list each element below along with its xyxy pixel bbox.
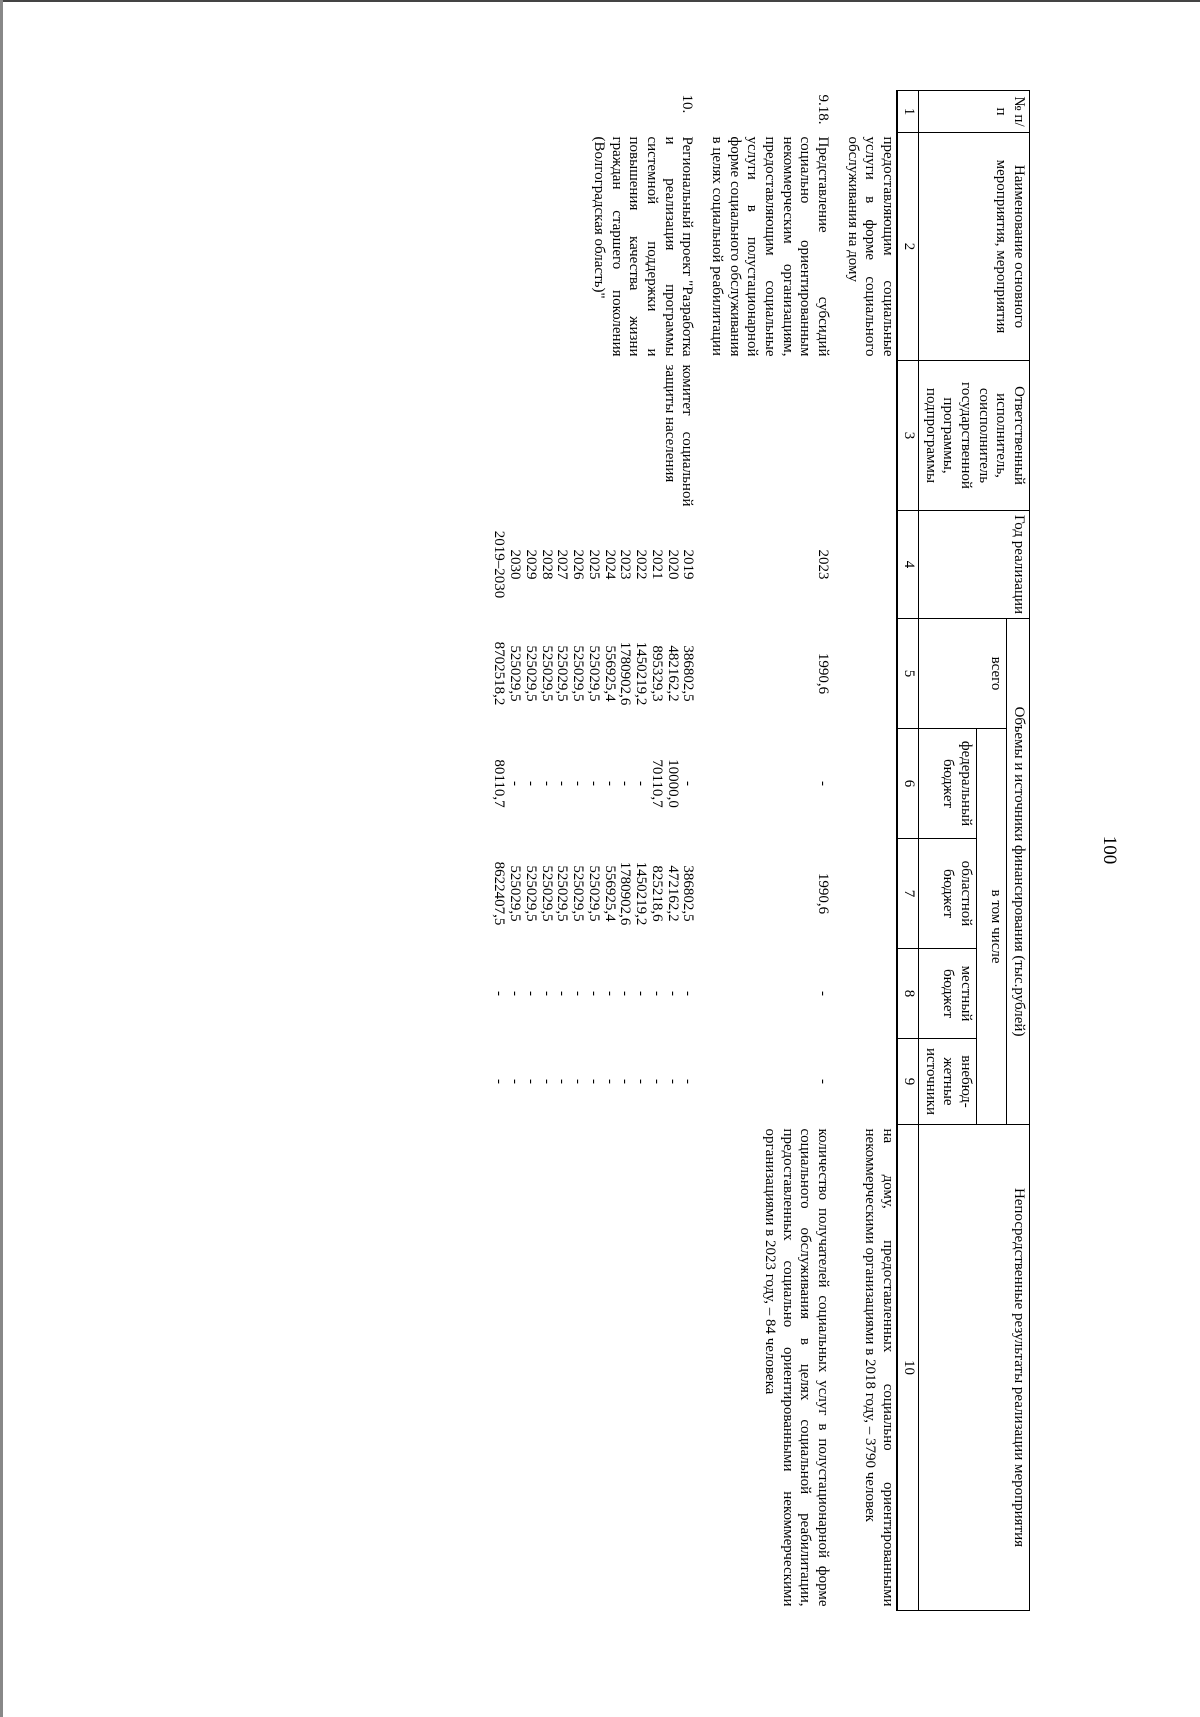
stacked-value: - <box>554 991 571 996</box>
stacked-value: - <box>664 991 681 996</box>
row-regional: 1990,6 <box>815 872 832 915</box>
scan-edge-top <box>0 0 1200 2</box>
page-number: 100 <box>1099 835 1120 865</box>
column-number: 3 <box>897 361 918 511</box>
stacked-value: - <box>522 781 539 786</box>
stacked-value: - <box>680 991 697 996</box>
stacked-value: 10000,0 <box>664 759 681 808</box>
column-number: 10 <box>897 1125 918 1611</box>
stacked-value: 482162,2 <box>664 645 681 702</box>
row-regional <box>491 839 696 949</box>
stacked-value: 2029 <box>522 549 539 580</box>
row-federal <box>491 729 696 839</box>
stacked-value: - <box>585 1079 602 1084</box>
row-extra <box>843 1039 897 1125</box>
stacked-value: 2020 <box>664 549 681 580</box>
row-total <box>491 619 696 729</box>
stacked-value: 2022 <box>633 549 650 580</box>
stacked-value: 525029,5 <box>522 645 539 702</box>
stacked-value: - <box>601 781 618 786</box>
header-extra: внебюд-жетные источники <box>918 1039 976 1125</box>
row-local <box>491 949 696 1039</box>
stacked-value: 2026 <box>570 549 587 580</box>
stacked-value: - <box>601 991 618 996</box>
stacked-value: 2024 <box>601 549 618 580</box>
header-year: Год реализации <box>918 511 1029 619</box>
row-local: - <box>815 991 832 996</box>
stacked-value: 1780902,6 <box>617 861 634 926</box>
row-total: 1990,6 <box>815 652 832 695</box>
stacked-value: - <box>648 1079 665 1084</box>
funding-table <box>491 90 1030 1611</box>
row-no: 9.18. <box>815 94 832 125</box>
header-total: всего <box>918 619 1006 729</box>
stacked-value: - <box>538 1079 555 1084</box>
stacked-value: 8622407,5 <box>491 861 508 926</box>
row-total <box>843 619 897 729</box>
stacked-value: - <box>633 781 650 786</box>
header-results: Непосредственные результаты реализации мероприятия <box>918 1125 1029 1611</box>
stacked-value: 2021 <box>648 549 665 580</box>
stacked-value: - <box>617 1079 634 1084</box>
row-extra: - <box>815 1079 832 1084</box>
row-federal <box>843 729 897 839</box>
stacked-value: - <box>507 991 524 996</box>
row-year <box>843 511 897 619</box>
header-regional: областной бюджет <box>918 839 976 949</box>
stacked-value: 556925,4 <box>601 645 618 702</box>
stacked-value: 525029,5 <box>570 865 587 922</box>
stacked-value: - <box>585 781 602 786</box>
stacked-value: 70110,7 <box>648 759 665 808</box>
stacked-value: 525029,5 <box>585 865 602 922</box>
stacked-value: 825218,6 <box>648 865 665 922</box>
stacked-value: 525029,5 <box>554 865 571 922</box>
stacked-value: 2019–2030 <box>491 530 508 599</box>
rotated-page <box>90 90 1120 1610</box>
stacked-value: 525029,5 <box>538 865 555 922</box>
stacked-value: - <box>648 991 665 996</box>
stacked-value: 1450219,2 <box>633 861 650 926</box>
stacked-value: 895329,3 <box>648 645 665 702</box>
stacked-value: 556925,4 <box>601 865 618 922</box>
header-responsible: Ответственный исполнитель, соисполнитель государственной программы, подпрограммы <box>918 361 1029 511</box>
row-local <box>843 949 897 1039</box>
header-including: в том числе <box>976 729 1006 1125</box>
stacked-value: - <box>507 1079 524 1084</box>
row-result: количество получателей социальных услуг в полустационарной форме социального обслуживания в целях социальной реабилитации, предоставленных социально ориентированными некоммерческими организациями в 2023 году, – 84 человека <box>762 1128 832 1607</box>
row-extra <box>491 1039 696 1125</box>
stacked-value: 525029,5 <box>507 865 524 922</box>
stacked-value: - <box>601 1079 618 1084</box>
stacked-value: 80110,7 <box>491 759 508 808</box>
stacked-value: 8702518,2 <box>491 641 508 706</box>
row-year: 2023 <box>815 549 832 580</box>
row-result: на дому, предоставленных социально ориентированными некоммерческими организациями в 2018 году, – 3790 человек <box>862 1128 897 1607</box>
stacked-value: 2023 <box>617 549 634 580</box>
column-number: 6 <box>897 729 918 839</box>
stacked-value: 2025 <box>585 549 602 580</box>
stacked-value: 2028 <box>538 549 555 580</box>
stacked-value: - <box>491 991 508 996</box>
header-federal: федеральный бюджет <box>918 729 976 839</box>
stacked-value: - <box>617 991 634 996</box>
stacked-value: 1450219,2 <box>633 641 650 706</box>
row-result <box>491 1125 696 1611</box>
row-no: 10. <box>679 94 696 114</box>
stacked-value: - <box>522 991 539 996</box>
stacked-value: - <box>664 1079 681 1084</box>
stacked-value: 525029,5 <box>585 645 602 702</box>
row-responsible <box>707 361 831 511</box>
stacked-value: - <box>491 1079 508 1084</box>
row-years <box>491 511 696 619</box>
header-local: местный бюджет <box>918 949 976 1039</box>
stacked-value: - <box>570 991 587 996</box>
stacked-value: - <box>538 781 555 786</box>
stacked-value: 2030 <box>507 549 524 580</box>
stacked-value: - <box>538 991 555 996</box>
stacked-value: 2019 <box>680 549 697 580</box>
row-responsible: комитет социальной защиты населения <box>661 364 696 507</box>
stacked-value: - <box>617 781 634 786</box>
row-name: предоставляющим социальные услуги в форме социального обслуживания на дому <box>844 136 897 357</box>
stacked-value: 525029,5 <box>554 645 571 702</box>
stacked-value: 2027 <box>554 549 571 580</box>
column-number: 1 <box>897 91 918 133</box>
header-funding: Объемы и источники финансирования (тыс.рублей) <box>1007 619 1030 1125</box>
stacked-value: - <box>570 781 587 786</box>
stacked-value: 525029,5 <box>522 865 539 922</box>
row-responsible <box>843 361 897 511</box>
column-number: 7 <box>897 839 918 949</box>
stacked-value: 525029,5 <box>507 645 524 702</box>
scan-edge-left <box>0 0 3 1717</box>
table-row <box>843 91 897 1611</box>
header-name: Наименование основного мероприятия, мероприятия <box>918 133 1029 361</box>
stacked-value: 525029,5 <box>538 645 555 702</box>
stacked-value: - <box>633 1079 650 1084</box>
column-number: 5 <box>897 619 918 729</box>
row-regional <box>843 839 897 949</box>
table-row <box>491 91 696 1611</box>
stacked-value: 386802,5 <box>680 645 697 702</box>
stacked-value: - <box>554 1079 571 1084</box>
stacked-value: - <box>633 991 650 996</box>
row-name: Представление субсидий социально ориентированным некоммерческим организациям, предоставляющим социальные услуги в полустационарной форме социального обслуживания в целях социальной реабилитации <box>709 136 832 357</box>
row-federal: - <box>815 781 832 786</box>
stacked-value: 525029,5 <box>570 645 587 702</box>
header-no: № п/п <box>918 91 1029 133</box>
stacked-value: - <box>570 1079 587 1084</box>
stacked-value: - <box>680 781 697 786</box>
stacked-value: - <box>554 781 571 786</box>
stacked-value: 472162,2 <box>664 865 681 922</box>
column-number: 2 <box>897 133 918 361</box>
stacked-value: - <box>507 781 524 786</box>
stacked-value: - <box>522 1079 539 1084</box>
stacked-value: 1780902,6 <box>617 641 634 706</box>
stacked-value: - <box>585 991 602 996</box>
stacked-value: 386802,5 <box>680 865 697 922</box>
row-name: Региональный проект "Разработка и реализация программы системной поддержки и повышения качества жизни граждан старшего поколения (Волгоградская область)" <box>590 136 696 357</box>
row-no <box>843 91 897 133</box>
column-number: 8 <box>897 949 918 1039</box>
stacked-value: - <box>680 1079 697 1084</box>
column-number: 9 <box>897 1039 918 1125</box>
column-number: 4 <box>897 511 918 619</box>
table-row <box>707 91 831 1611</box>
